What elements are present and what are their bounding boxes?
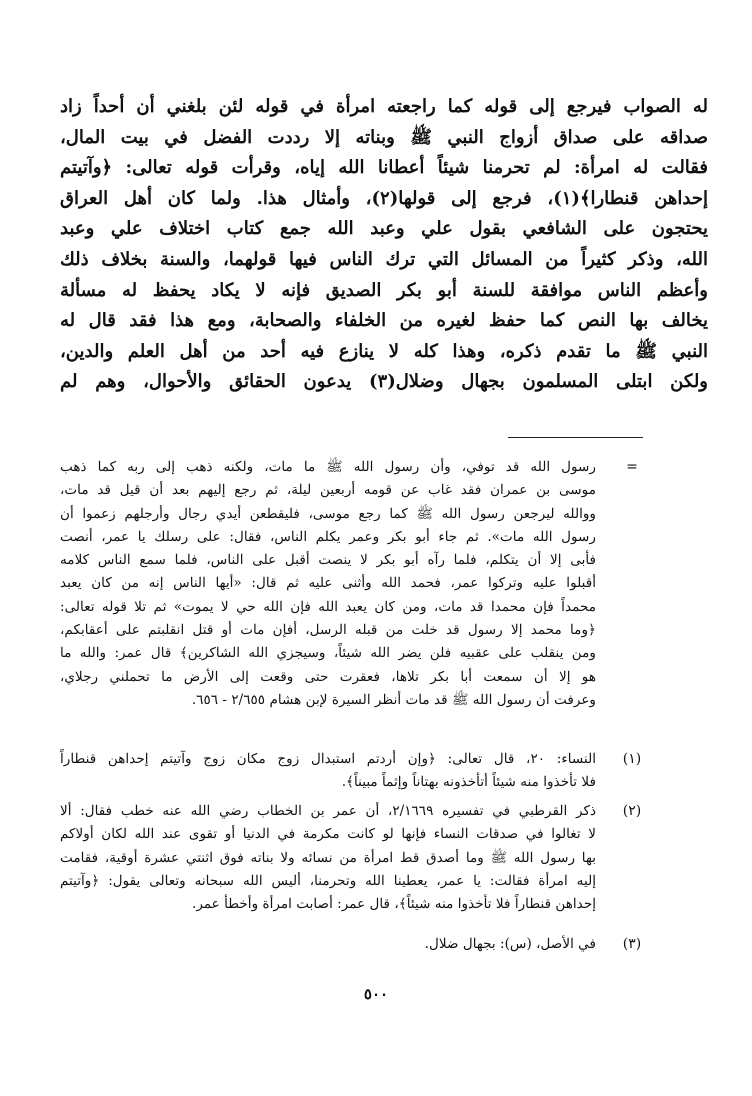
main-text-line: ولكن ابتلى المسلمون بجهال وضلال(٣) يدعون الحقائق والأحوال، وهم لم bbox=[60, 371, 708, 393]
footnote-line: رسول الله مات». ثم جاء أبو بكر وعمر يكلم الناس، فقال: على رسلك يا عمر، أنصت bbox=[60, 528, 596, 545]
footnote-marker: = bbox=[626, 459, 638, 475]
footnote-line: ومن ينقلب على عقبيه فلن يضر الله شيئاً، وسيجزي الله الشاكرين﴾ قال عمر: والله ما bbox=[60, 645, 596, 662]
footnote-line: وعرفت أن رسول الله ﷺ قد مات أنظر السيرة لإبن هشام ٢/٦٥٥ - ٦٥٦. bbox=[191, 691, 596, 708]
footnote-line: ﴿وما محمد إلا رسول قد خلت من قبله الرسل، أفإن مات أو قتل انقلبتم على أعقابكم، bbox=[60, 622, 596, 639]
footnote-body bbox=[60, 800, 596, 916]
footnote-line: ووالله ليرجعن رسول الله ﷺ كما رجع موسى، فليقطعن أيدي رجال وأرجلهم زعموا أن bbox=[60, 505, 596, 522]
footnote-marker: (٢) bbox=[622, 803, 642, 819]
footnote-line: هو إلا أن سمعت أبا بكر تلاها، فعقرت حتى وقعت إلى الأرض ما تحملني رجلاي، bbox=[60, 668, 596, 685]
footnote-line: لا تغالوا في صدقات النساء فإنها لو كانت مكرمة في الدنيا أو تقوى عند الله لكان أولاكم bbox=[60, 826, 596, 843]
page-number: ٥٠٠ bbox=[363, 985, 389, 1003]
main-text-line: يخالف بها النص كما حفظ لغيره من الخلفاء والصحابة، ومع هذا فقد قال له bbox=[60, 310, 708, 332]
footnote-marker: (٣) bbox=[622, 936, 642, 952]
main-text-line: وأعظم الناس موافقة للسنة أبو بكر الصديق فإنه لا يكاد يحفظ له مسألة bbox=[60, 279, 708, 301]
footnote-separator bbox=[508, 437, 643, 438]
footnote-line: رسول الله قد توفي، وأن رسول الله ﷺ ما مات، ولكنه ذهب إلى ربه كما ذهب bbox=[60, 459, 596, 475]
footnote-line: النساء: ٢٠، قال تعالى: ﴿وإن أردتم استبدال زوج مكان زوج وآتيتم إحداهن قنطاراً bbox=[60, 751, 596, 767]
footnote-marker: (١) bbox=[622, 751, 642, 767]
main-body-text bbox=[60, 92, 708, 398]
footnote-body bbox=[60, 748, 596, 795]
footnote-body bbox=[60, 933, 596, 956]
footnote-body bbox=[60, 456, 596, 712]
main-text-line: يحتجون على الشافعي بقول علي وعبد الله جمع كتاب اختلاف علي وعبد bbox=[60, 218, 708, 240]
main-text-line: فقالت له امرأة: لم تحرمنا شيئاً أعطانا الله إياه، وقرأت قوله تعالى: ﴿وآتيتم bbox=[60, 157, 708, 179]
main-text-line: له الصواب فيرجع إلى قوله كما راجعته امرأة في قوله لئن بلغني أن أحداً زاد bbox=[60, 96, 708, 117]
main-text-line: الله، وذكر كثيراً من المسائل التي ترك الناس فيها قولهما، والسنة بخلاف ذلك bbox=[60, 248, 708, 270]
footnote-line: فأبى إلا أن يتكلم، فلما رآه أبو بكر لا ينصت أقبل على الناس، فلما سمع الناس كلامه bbox=[60, 552, 596, 569]
footnote-line: في الأصل، (س): بجهال ضلال. bbox=[424, 936, 596, 952]
main-text-line: النبي ﷺ ما تقدم ذكره، وهذا كله لا ينازع فيه أحد من أهل العلم والدين، bbox=[60, 340, 708, 362]
footnote-line: ذكر القرطبي في تفسيره ٢/١٦٦٩، أن عمر بن الخطاب رضي الله عنه خطب فقال: ألا bbox=[60, 803, 596, 819]
main-text-line: صداقه على صداق أزواج النبي ﷺ وبناته إلا رددت الفضل في بيت المال، bbox=[60, 126, 708, 148]
footnote-line: فلا تأخذوا منه شيئاً أتأخذونه بهتاناً وإثماً مبيناً﴾. bbox=[341, 774, 596, 791]
footnote-line: بها رسول الله ﷺ وما أصدق قط امرأة من نسائه ولا بناته فوق اثنتي عشرة أوقية، فقامت bbox=[60, 849, 596, 866]
footnote-line: أقبلوا عليه وتركوا عمر، فحمد الله وأثنى عليه ثم قال: «أيها الناس إنه من كان يعبد bbox=[60, 575, 596, 592]
main-text-line: إحداهن قنطارا﴾(١)، فرجع إلى قولها(٢)، وأمثال هذا. ولما كان أهل العراق bbox=[60, 187, 708, 209]
footnote-line: إليه امرأة فقالت: يا عمر، يعطينا الله وتحرمنا، أليس الله سبحانه وتعالى يقول: ﴿وآتيتم bbox=[60, 872, 596, 889]
footnote-line: إحداهن قنطاراً فلا تأخذوا منه شيئاً﴾، قال عمر: أصابت امرأة وأخطأ عمر. bbox=[192, 896, 596, 913]
footnote-line: موسى بن عمران فقد غاب عن قومه أربعين ليلة، ثم رجع إليهم بعد أن قيل قد مات، bbox=[60, 482, 596, 499]
footnote-line: محمداً فإن محمدا قد مات، ومن كان يعبد الله فإن الله حي لا يموت» ثم تلا قوله تعالى: bbox=[60, 598, 596, 615]
